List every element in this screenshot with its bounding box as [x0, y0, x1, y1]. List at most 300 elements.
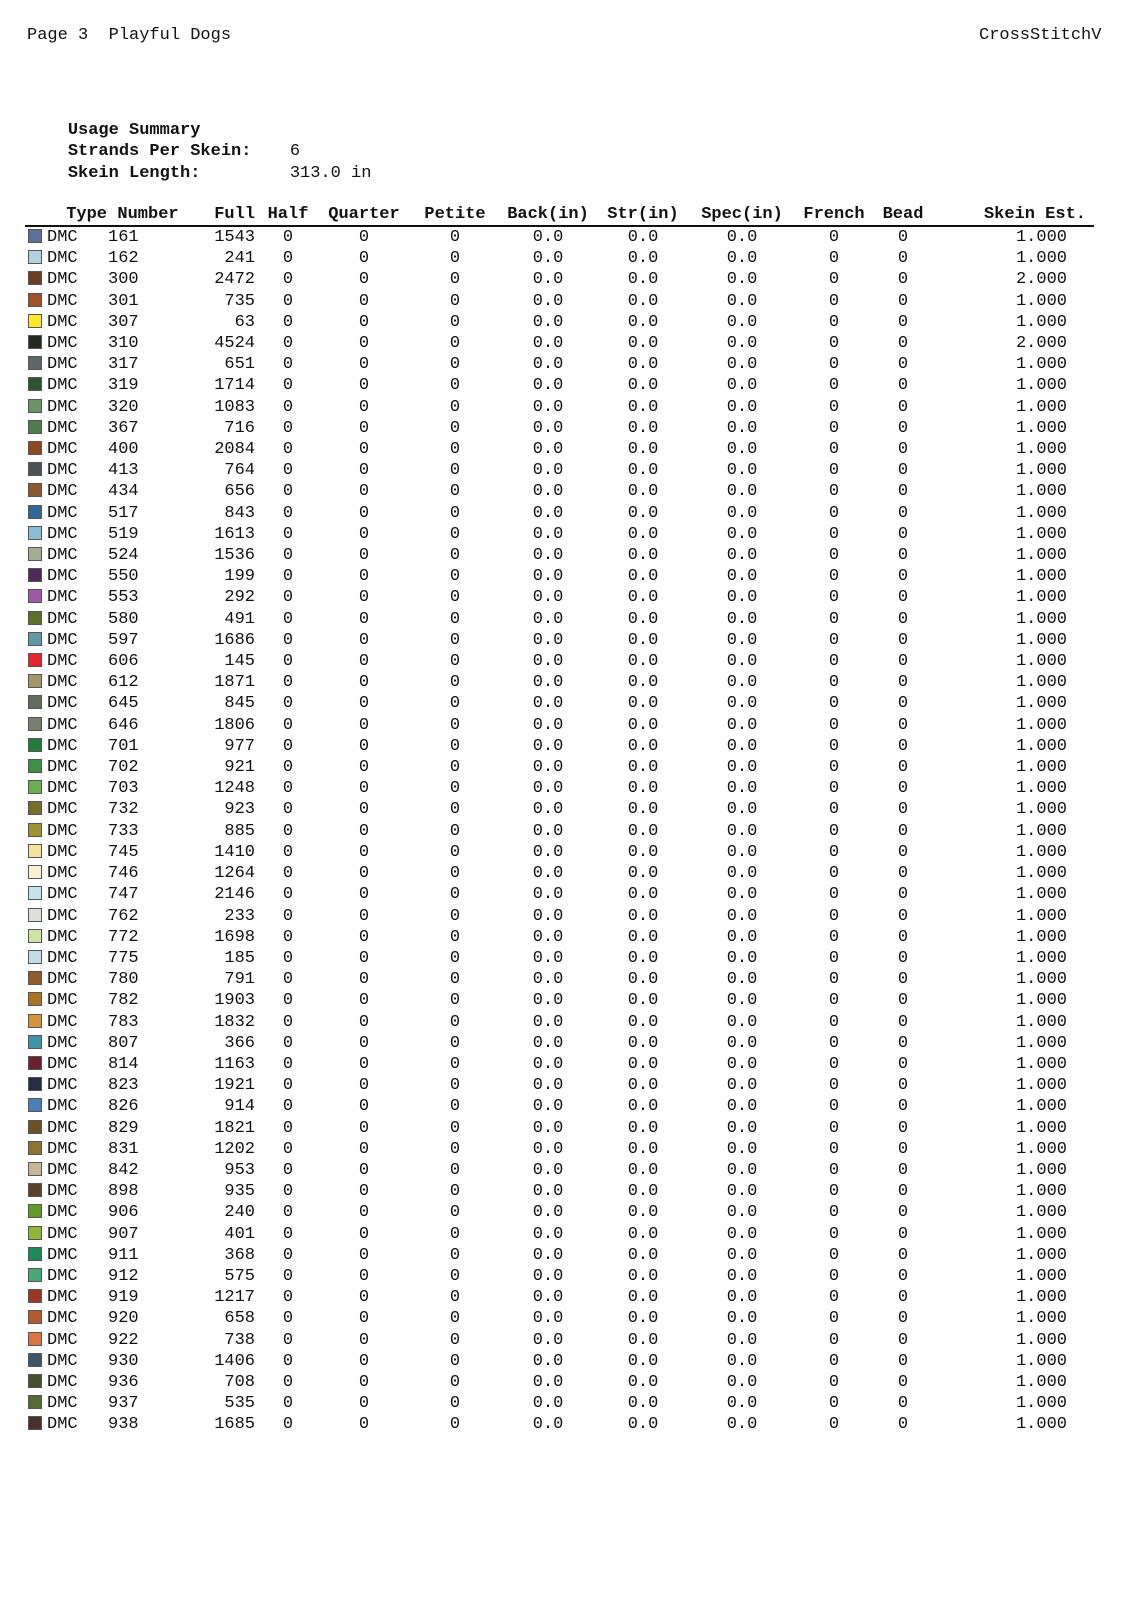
- cell-skein-est: 1.000: [1015, 1033, 1067, 1053]
- cell-back: 0.0: [532, 440, 564, 460]
- cell-full: 292: [224, 588, 255, 608]
- cell-back: 0.0: [532, 800, 564, 820]
- table-row: [25, 1266, 1094, 1287]
- cell-half: 0: [282, 673, 294, 693]
- cell-str: 0.0: [627, 1372, 659, 1392]
- cell-str: 0.0: [627, 503, 659, 523]
- col-quarter: Quarter: [318, 205, 410, 226]
- cell-french: 0: [828, 334, 840, 354]
- app-name: CrossStitchV: [979, 26, 1102, 45]
- cell-swatch: [25, 757, 47, 778]
- table-row: [25, 1308, 1094, 1329]
- color-swatch: [28, 335, 42, 349]
- cell-skein-est: 1.000: [1015, 1012, 1067, 1032]
- cell-spec: 0.0: [726, 291, 758, 311]
- cell-number: 519: [108, 524, 139, 544]
- cell-number: 701: [108, 736, 139, 756]
- cell-number: 911: [108, 1245, 139, 1265]
- cell-half: 0: [282, 1118, 294, 1138]
- cell-french: 0: [828, 1351, 840, 1371]
- cell-quarter: 0: [358, 376, 370, 396]
- table-row: [25, 587, 1094, 608]
- cell-full: 914: [224, 1097, 255, 1117]
- cell-spec: 0.0: [726, 736, 758, 756]
- cell-str: 0.0: [627, 291, 659, 311]
- cell-spec: 0.0: [726, 418, 758, 438]
- cell-str: 0.0: [627, 588, 659, 608]
- cell-type: DMC: [47, 355, 78, 375]
- cell-quarter: 0: [358, 1224, 370, 1244]
- color-swatch: [28, 229, 42, 243]
- cell-type: DMC: [47, 609, 78, 629]
- cell-swatch: [25, 969, 47, 990]
- color-swatch: [28, 929, 42, 943]
- cell-french: 0: [828, 630, 840, 650]
- cell-skein-est: 1.000: [1015, 503, 1067, 523]
- cell-swatch: [25, 1330, 47, 1351]
- table-row: [25, 291, 1094, 312]
- cell-skein-est: 1.000: [1015, 652, 1067, 672]
- cell-str: 0.0: [627, 1076, 659, 1096]
- cell-back: 0.0: [532, 588, 564, 608]
- cell-spec: 0.0: [726, 1203, 758, 1223]
- table-row: [25, 1033, 1094, 1054]
- cell-type: DMC: [47, 715, 78, 735]
- cell-skein-est: 1.000: [1015, 736, 1067, 756]
- cell-skein-est: 1.000: [1015, 1266, 1067, 1286]
- cell-swatch: [25, 503, 47, 524]
- cell-str: 0.0: [627, 524, 659, 544]
- table-row: [25, 927, 1094, 948]
- cell-number: 842: [108, 1160, 139, 1180]
- cell-back: 0.0: [532, 821, 564, 841]
- cell-full: 1613: [214, 524, 255, 544]
- cell-skein-est: 1.000: [1015, 1245, 1067, 1265]
- cell-number: 930: [108, 1351, 139, 1371]
- cell-spec: 0.0: [726, 906, 758, 926]
- color-swatch: [28, 1035, 42, 1049]
- cell-spec: 0.0: [726, 1182, 758, 1202]
- usage-table: [25, 205, 1094, 1436]
- color-swatch: [28, 1226, 42, 1240]
- cell-french: 0: [828, 270, 840, 290]
- cell-bead: 0: [897, 1309, 909, 1329]
- cell-back: 0.0: [532, 418, 564, 438]
- cell-number: 807: [108, 1033, 139, 1053]
- cell-swatch: [25, 651, 47, 672]
- cell-french: 0: [828, 461, 840, 481]
- cell-full: 1410: [214, 842, 255, 862]
- table-row: [25, 693, 1094, 714]
- cell-number: 920: [108, 1309, 139, 1329]
- cell-spec: 0.0: [726, 948, 758, 968]
- color-swatch: [28, 505, 42, 519]
- cell-half: 0: [282, 694, 294, 714]
- cell-half: 0: [282, 1309, 294, 1329]
- cell-full: 716: [224, 418, 255, 438]
- cell-half: 0: [282, 1076, 294, 1096]
- cell-full: 1698: [214, 927, 255, 947]
- cell-back: 0.0: [532, 1054, 564, 1074]
- cell-bead: 0: [897, 1224, 909, 1244]
- col-back: Back(in): [500, 205, 596, 226]
- cell-quarter: 0: [358, 1182, 370, 1202]
- cell-number: 317: [108, 355, 139, 375]
- cell-quarter: 0: [358, 758, 370, 778]
- cell-str: 0.0: [627, 779, 659, 799]
- cell-back: 0.0: [532, 334, 564, 354]
- cell-spec: 0.0: [726, 779, 758, 799]
- cell-spec: 0.0: [726, 1076, 758, 1096]
- table-row: [25, 333, 1094, 354]
- cell-full: 1821: [214, 1118, 255, 1138]
- cell-str: 0.0: [627, 1394, 659, 1414]
- cell-bead: 0: [897, 503, 909, 523]
- cell-bead: 0: [897, 715, 909, 735]
- cell-quarter: 0: [358, 270, 370, 290]
- cell-spec: 0.0: [726, 842, 758, 862]
- color-swatch: [28, 1077, 42, 1091]
- cell-half: 0: [282, 503, 294, 523]
- color-swatch: [28, 1204, 42, 1218]
- cell-type: DMC: [47, 418, 78, 438]
- cell-skein-est: 2.000: [1015, 334, 1067, 354]
- cell-skein-est: 1.000: [1015, 1118, 1067, 1138]
- cell-type: DMC: [47, 948, 78, 968]
- cell-french: 0: [828, 503, 840, 523]
- cell-full: 240: [224, 1203, 255, 1223]
- cell-spec: 0.0: [726, 1054, 758, 1074]
- table-row: [25, 715, 1094, 736]
- cell-spec: 0.0: [726, 694, 758, 714]
- cell-spec: 0.0: [726, 1309, 758, 1329]
- cell-quarter: 0: [358, 418, 370, 438]
- cell-type: DMC: [47, 652, 78, 672]
- cell-swatch: [25, 1224, 47, 1245]
- cell-spec: 0.0: [726, 927, 758, 947]
- cell-quarter: 0: [358, 885, 370, 905]
- cell-quarter: 0: [358, 779, 370, 799]
- cell-swatch: [25, 863, 47, 884]
- cell-type: DMC: [47, 1266, 78, 1286]
- cell-french: 0: [828, 736, 840, 756]
- cell-french: 0: [828, 228, 840, 247]
- cell-str: 0.0: [627, 630, 659, 650]
- cell-bead: 0: [897, 1160, 909, 1180]
- cell-full: 764: [224, 461, 255, 481]
- cell-half: 0: [282, 1012, 294, 1032]
- cell-str: 0.0: [627, 1139, 659, 1159]
- cell-type: DMC: [47, 270, 78, 290]
- cell-number: 772: [108, 927, 139, 947]
- cell-spec: 0.0: [726, 503, 758, 523]
- cell-type: DMC: [47, 736, 78, 756]
- color-swatch: [28, 695, 42, 709]
- cell-bead: 0: [897, 312, 909, 332]
- cell-french: 0: [828, 418, 840, 438]
- cell-bead: 0: [897, 800, 909, 820]
- cell-skein-est: 1.000: [1015, 397, 1067, 417]
- cell-swatch: [25, 566, 47, 587]
- cell-type: DMC: [47, 1203, 78, 1223]
- cell-bead: 0: [897, 630, 909, 650]
- cell-skein-est: 1.000: [1015, 800, 1067, 820]
- cell-back: 0.0: [532, 1097, 564, 1117]
- cell-swatch: [25, 1245, 47, 1266]
- col-str: Str(in): [596, 205, 690, 226]
- skein-length-value: 313.0 in: [289, 163, 372, 183]
- cell-quarter: 0: [358, 461, 370, 481]
- cell-spec: 0.0: [726, 1245, 758, 1265]
- cell-quarter: 0: [358, 1160, 370, 1180]
- cell-skein-est: 1.000: [1015, 1288, 1067, 1308]
- cell-back: 0.0: [532, 1394, 564, 1414]
- cell-full: 575: [224, 1266, 255, 1286]
- cell-back: 0.0: [532, 1330, 564, 1350]
- cell-bead: 0: [897, 864, 909, 884]
- cell-bead: 0: [897, 821, 909, 841]
- cell-french: 0: [828, 1245, 840, 1265]
- cell-swatch: [25, 397, 47, 418]
- cell-spec: 0.0: [726, 800, 758, 820]
- cell-french: 0: [828, 970, 840, 990]
- cell-full: 1871: [214, 673, 255, 693]
- cell-petite: 0: [449, 779, 461, 799]
- cell-petite: 0: [449, 1203, 461, 1223]
- cell-bead: 0: [897, 609, 909, 629]
- color-swatch: [28, 908, 42, 922]
- cell-back: 0.0: [532, 906, 564, 926]
- cell-str: 0.0: [627, 694, 659, 714]
- cell-number: 307: [108, 312, 139, 332]
- cell-number: 367: [108, 418, 139, 438]
- cell-bead: 0: [897, 291, 909, 311]
- cell-skein-est: 1.000: [1015, 630, 1067, 650]
- cell-full: 845: [224, 694, 255, 714]
- cell-bead: 0: [897, 991, 909, 1011]
- cell-french: 0: [828, 312, 840, 332]
- cell-full: 1248: [214, 779, 255, 799]
- col-bead: Bead: [874, 205, 932, 226]
- cell-full: 185: [224, 948, 255, 968]
- cell-spec: 0.0: [726, 461, 758, 481]
- cell-skein-est: 1.000: [1015, 673, 1067, 693]
- cell-full: 2146: [214, 885, 255, 905]
- col-spec: Spec(in): [690, 205, 794, 226]
- color-swatch: [28, 1332, 42, 1346]
- cell-french: 0: [828, 1160, 840, 1180]
- cell-spec: 0.0: [726, 970, 758, 990]
- cell-bead: 0: [897, 1033, 909, 1053]
- cell-swatch: [25, 1075, 47, 1096]
- cell-petite: 0: [449, 715, 461, 735]
- cell-spec: 0.0: [726, 1288, 758, 1308]
- cell-full: 2084: [214, 440, 255, 460]
- cell-spec: 0.0: [726, 1160, 758, 1180]
- cell-quarter: 0: [358, 1394, 370, 1414]
- cell-full: 1536: [214, 546, 255, 566]
- cell-full: 708: [224, 1372, 255, 1392]
- cell-str: 0.0: [627, 970, 659, 990]
- cell-quarter: 0: [358, 948, 370, 968]
- color-swatch: [28, 1247, 42, 1261]
- cell-back: 0.0: [532, 1288, 564, 1308]
- cell-quarter: 0: [358, 503, 370, 523]
- cell-type: DMC: [47, 1160, 78, 1180]
- strands-value: 6: [289, 142, 301, 161]
- cell-spec: 0.0: [726, 673, 758, 693]
- table-row: [25, 1118, 1094, 1139]
- cell-quarter: 0: [358, 567, 370, 587]
- cell-petite: 0: [449, 927, 461, 947]
- cell-spec: 0.0: [726, 355, 758, 375]
- cell-full: 1264: [214, 864, 255, 884]
- table-row: [25, 1287, 1094, 1308]
- cell-petite: 0: [449, 291, 461, 311]
- cell-full: 1543: [214, 228, 255, 247]
- cell-str: 0.0: [627, 609, 659, 629]
- cell-french: 0: [828, 291, 840, 311]
- table-row: [25, 778, 1094, 799]
- cell-swatch: [25, 927, 47, 948]
- cell-bead: 0: [897, 652, 909, 672]
- cell-quarter: 0: [358, 970, 370, 990]
- cell-french: 0: [828, 779, 840, 799]
- cell-french: 0: [828, 1097, 840, 1117]
- cell-half: 0: [282, 1330, 294, 1350]
- cell-bead: 0: [897, 948, 909, 968]
- cell-skein-est: 1.000: [1015, 1309, 1067, 1329]
- cell-bead: 0: [897, 906, 909, 926]
- cell-half: 0: [282, 1288, 294, 1308]
- cell-skein-est: 1.000: [1015, 588, 1067, 608]
- cell-french: 0: [828, 249, 840, 269]
- cell-skein-est: 1.000: [1015, 1160, 1067, 1180]
- cell-french: 0: [828, 673, 840, 693]
- cell-type: DMC: [47, 1394, 78, 1414]
- cell-quarter: 0: [358, 1118, 370, 1138]
- cell-swatch: [25, 1012, 47, 1033]
- col-skein-est: Skein Est.: [932, 205, 1094, 226]
- cell-swatch: [25, 375, 47, 396]
- cell-petite: 0: [449, 1097, 461, 1117]
- cell-french: 0: [828, 1054, 840, 1074]
- cell-spec: 0.0: [726, 630, 758, 650]
- cell-french: 0: [828, 821, 840, 841]
- cell-back: 0.0: [532, 1351, 564, 1371]
- color-swatch: [28, 1056, 42, 1070]
- cell-french: 0: [828, 397, 840, 417]
- cell-skein-est: 1.000: [1015, 291, 1067, 311]
- color-swatch: [28, 653, 42, 667]
- cell-skein-est: 1.000: [1015, 546, 1067, 566]
- cell-spec: 0.0: [726, 821, 758, 841]
- cell-skein-est: 1.000: [1015, 970, 1067, 990]
- cell-petite: 0: [449, 885, 461, 905]
- cell-back: 0.0: [532, 376, 564, 396]
- cell-bead: 0: [897, 1245, 909, 1265]
- table-row: [25, 821, 1094, 842]
- cell-french: 0: [828, 864, 840, 884]
- cell-number: 906: [108, 1203, 139, 1223]
- cell-spec: 0.0: [726, 1394, 758, 1414]
- cell-back: 0.0: [532, 694, 564, 714]
- cell-spec: 0.0: [726, 1415, 758, 1435]
- table-row: [25, 439, 1094, 460]
- cell-type: DMC: [47, 1288, 78, 1308]
- cell-number: 646: [108, 715, 139, 735]
- cell-str: 0.0: [627, 1182, 659, 1202]
- cell-petite: 0: [449, 630, 461, 650]
- cell-back: 0.0: [532, 1139, 564, 1159]
- cell-type: DMC: [47, 1012, 78, 1032]
- cell-french: 0: [828, 376, 840, 396]
- cell-spec: 0.0: [726, 334, 758, 354]
- cell-full: 651: [224, 355, 255, 375]
- cell-half: 0: [282, 588, 294, 608]
- table-row: [25, 1054, 1094, 1075]
- cell-back: 0.0: [532, 948, 564, 968]
- cell-skein-est: 1.000: [1015, 524, 1067, 544]
- cell-petite: 0: [449, 800, 461, 820]
- table-row: [25, 418, 1094, 439]
- cell-french: 0: [828, 482, 840, 502]
- cell-type: DMC: [47, 864, 78, 884]
- cell-number: 780: [108, 970, 139, 990]
- color-swatch: [28, 250, 42, 264]
- cell-back: 0.0: [532, 991, 564, 1011]
- cell-swatch: [25, 799, 47, 820]
- cell-petite: 0: [449, 1160, 461, 1180]
- color-swatch: [28, 674, 42, 688]
- color-swatch: [28, 526, 42, 540]
- strands-label: Strands Per Skein:: [67, 142, 252, 161]
- cell-petite: 0: [449, 524, 461, 544]
- cell-full: 1083: [214, 397, 255, 417]
- cell-back: 0.0: [532, 885, 564, 905]
- cell-swatch: [25, 672, 47, 693]
- table-row: [25, 545, 1094, 566]
- cell-bead: 0: [897, 1415, 909, 1435]
- cell-back: 0.0: [532, 927, 564, 947]
- cell-number: 922: [108, 1330, 139, 1350]
- cell-type: DMC: [47, 1097, 78, 1117]
- cell-skein-est: 1.000: [1015, 694, 1067, 714]
- cell-str: 0.0: [627, 1097, 659, 1117]
- cell-spec: 0.0: [726, 1097, 758, 1117]
- cell-bead: 0: [897, 1139, 909, 1159]
- cell-bead: 0: [897, 588, 909, 608]
- color-swatch: [28, 1374, 42, 1388]
- cell-swatch: [25, 1181, 47, 1202]
- cell-petite: 0: [449, 503, 461, 523]
- table-row: [25, 566, 1094, 587]
- cell-half: 0: [282, 821, 294, 841]
- color-swatch: [28, 992, 42, 1006]
- cell-quarter: 0: [358, 291, 370, 311]
- col-number: Number: [108, 205, 188, 226]
- cell-swatch: [25, 778, 47, 799]
- cell-petite: 0: [449, 228, 461, 247]
- cell-back: 0.0: [532, 1012, 564, 1032]
- cell-bead: 0: [897, 1182, 909, 1202]
- color-swatch: [28, 1014, 42, 1028]
- cell-petite: 0: [449, 376, 461, 396]
- color-swatch: [28, 780, 42, 794]
- cell-number: 938: [108, 1415, 139, 1435]
- cell-spec: 0.0: [726, 715, 758, 735]
- cell-str: 0.0: [627, 440, 659, 460]
